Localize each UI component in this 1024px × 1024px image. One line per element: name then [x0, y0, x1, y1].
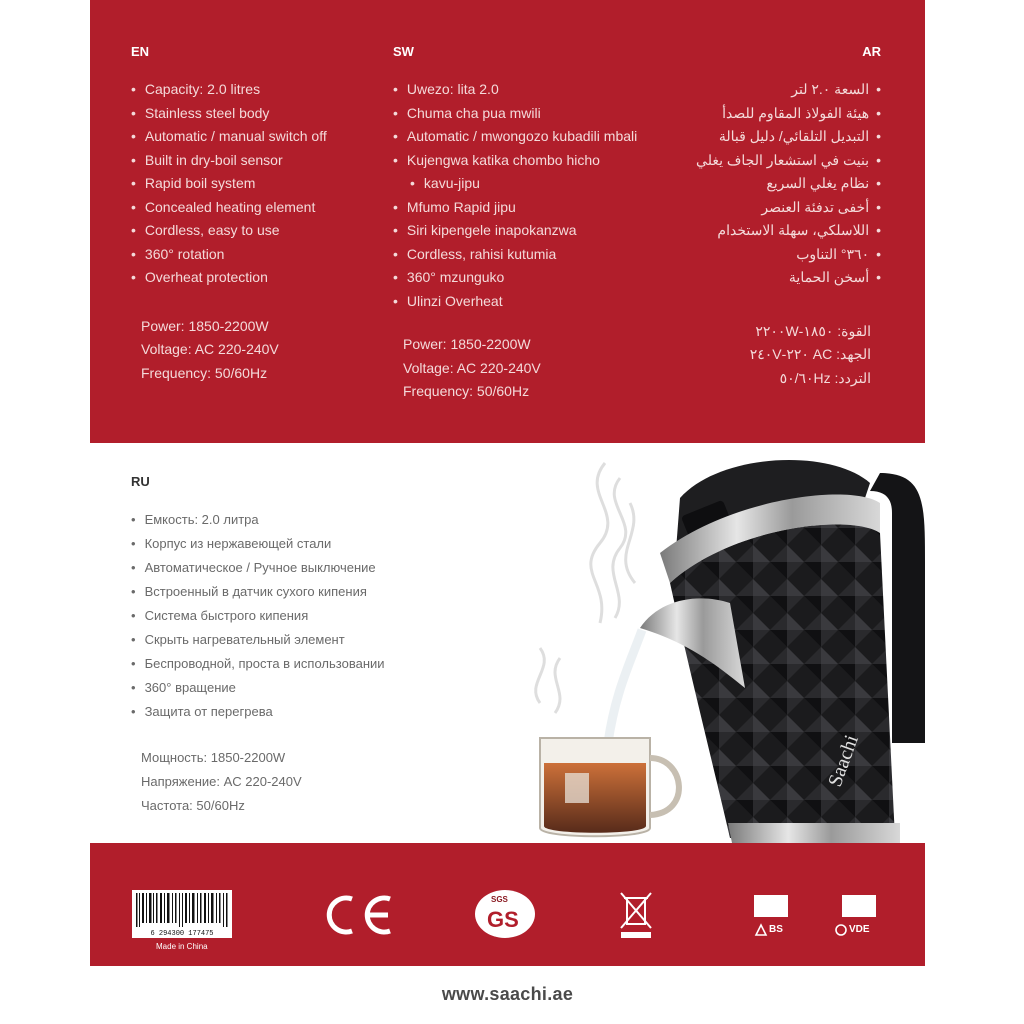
feature-item: • Concealed heating element	[131, 196, 327, 220]
spec-voltage: Voltage: AC 220-240V	[141, 341, 279, 357]
feature-item: • أخفى تدفئة العنصر	[696, 196, 881, 220]
specs-sw	[393, 333, 637, 404]
feature-item: • Cordless, rahisi kutumia	[393, 243, 637, 267]
spec-frequency: Frequency: 50/60Hz	[141, 364, 268, 381]
sgs-gs-mark-icon	[472, 887, 538, 941]
feature-item: • ٣٦٠° التناوب	[696, 243, 881, 267]
feature-item: • نظام يغلي السريع	[696, 172, 881, 196]
spec-voltage: Voltage: AC 220-240V	[403, 359, 541, 376]
spec-frequency: التردد: ٥٠/٦٠Hz	[779, 369, 871, 386]
gs-label: GS	[487, 907, 519, 932]
column-ar	[696, 44, 881, 390]
feature-item: • اللاسلكي، سهلة الاستخدام	[696, 219, 881, 243]
feature-item: • Скрыть нагревательный элемент	[131, 628, 385, 652]
column-header-sw: SW	[393, 44, 414, 59]
feature-item: • 360° вращение	[131, 676, 385, 700]
feature-item: • Корпус из нержавеющей стали	[131, 532, 385, 556]
feature-item: • السعة ٢.٠ لتر	[696, 78, 881, 102]
spec-frequency: Frequency: 50/60Hz	[403, 383, 530, 399]
spec-voltage: الجهد: AC ٢٢٠-٢٤٠V	[749, 346, 871, 362]
feature-item: • Ulinzi Overheat	[393, 290, 637, 314]
feature-list-sw	[393, 78, 637, 313]
feature-item: • Беспроводной, проста в использовании	[131, 652, 385, 676]
column-en	[131, 44, 327, 385]
website-url: www.saachi.ae	[441, 984, 574, 1004]
packaging-panel	[90, 0, 925, 1024]
spec-power: القوة: ١٨٥٠-٢٢٠٠W	[755, 322, 871, 339]
feature-item: • Capacity: 2.0 litres	[131, 78, 327, 102]
feature-item: • Защита от перегрева	[131, 700, 385, 724]
specs-en	[131, 315, 327, 386]
feature-item: • Uwezo: lita 2.0	[393, 78, 637, 102]
specs-ar	[696, 320, 881, 391]
feature-item: • Rapid boil system	[131, 172, 327, 196]
feature-item: • Chuma cha pua mwili	[393, 102, 637, 126]
bs-label: BS	[769, 924, 783, 935]
feature-item: • Kujengwa katika chombo hicho	[393, 149, 637, 173]
tea-mug	[540, 738, 679, 836]
feature-item: • Система быстрого кипения	[131, 604, 385, 628]
column-sw	[393, 44, 637, 404]
spec-power: Мощность: 1850-2200W	[141, 750, 286, 765]
barcode	[132, 890, 232, 938]
feature-list-en	[131, 78, 327, 290]
feature-item: • التبديل التلقائي/ دليل قبالة	[696, 125, 881, 149]
spec-power: Power: 1850-2200W	[403, 336, 531, 352]
feature-item: • Mfumo Rapid jipu	[393, 196, 637, 220]
bs-mark-box	[754, 895, 788, 917]
feature-item: • 360° mzunguko	[393, 266, 637, 290]
feature-item: • Automatic / manual switch off	[131, 125, 327, 149]
feature-list-ru	[131, 508, 385, 724]
ce-mark-icon	[318, 893, 398, 937]
vde-circle-icon	[834, 923, 848, 937]
spec-voltage: Напряжение: AC 220-240V	[141, 774, 302, 789]
column-ru	[131, 474, 385, 818]
feature-item: • Емкость: 2.0 литра	[131, 508, 385, 532]
weee-bin-icon	[617, 890, 655, 940]
barcode-number: 6 294300 177475	[150, 930, 214, 938]
feature-item: • Automatic / mwongozo kubadili mbali	[393, 125, 637, 149]
feature-item: • Встроенный в датчик сухого кипения	[131, 580, 385, 604]
column-header-en: EN	[131, 44, 150, 59]
column-header-ar: AR	[862, 44, 881, 59]
kettle-product-image	[430, 443, 925, 843]
feature-item: • هيئة الفولاذ المقاوم للصدأ	[696, 102, 881, 126]
barcode-bars	[132, 890, 232, 938]
feature-item: • Overheat protection	[131, 266, 327, 290]
vde-mark-box	[842, 895, 876, 917]
feature-item: • Cordless, easy to use	[131, 219, 327, 243]
feature-item: • kavu-jipu	[393, 172, 637, 196]
feature-item: • Автоматическое / Ручное выключение	[131, 556, 385, 580]
sgs-label: SGS	[491, 895, 508, 904]
kettle	[640, 460, 925, 843]
specs-ru	[131, 746, 385, 818]
bs-kitemark-icon	[754, 923, 768, 937]
spec-frequency: Частота: 50/60Hz	[141, 798, 245, 813]
feature-item: • 360° rotation	[131, 243, 327, 267]
feature-list-ar	[696, 78, 881, 290]
feature-item: • بنيت في استشعار الجاف يغلي	[696, 149, 881, 173]
column-header-ru: RU	[131, 474, 150, 489]
made-in-label: Made in China	[156, 942, 208, 951]
feature-item: • Built in dry-boil sensor	[131, 149, 327, 173]
feature-item: • أسخن الحماية	[696, 266, 881, 290]
feature-item: • Stainless steel body	[131, 102, 327, 126]
feature-item: • Siri kipengele inapokanzwa	[393, 219, 637, 243]
kettle-brand-logo: Saachi	[824, 732, 863, 790]
spec-power: Power: 1850-2200W	[141, 317, 269, 334]
vde-label: VDE	[849, 924, 870, 935]
